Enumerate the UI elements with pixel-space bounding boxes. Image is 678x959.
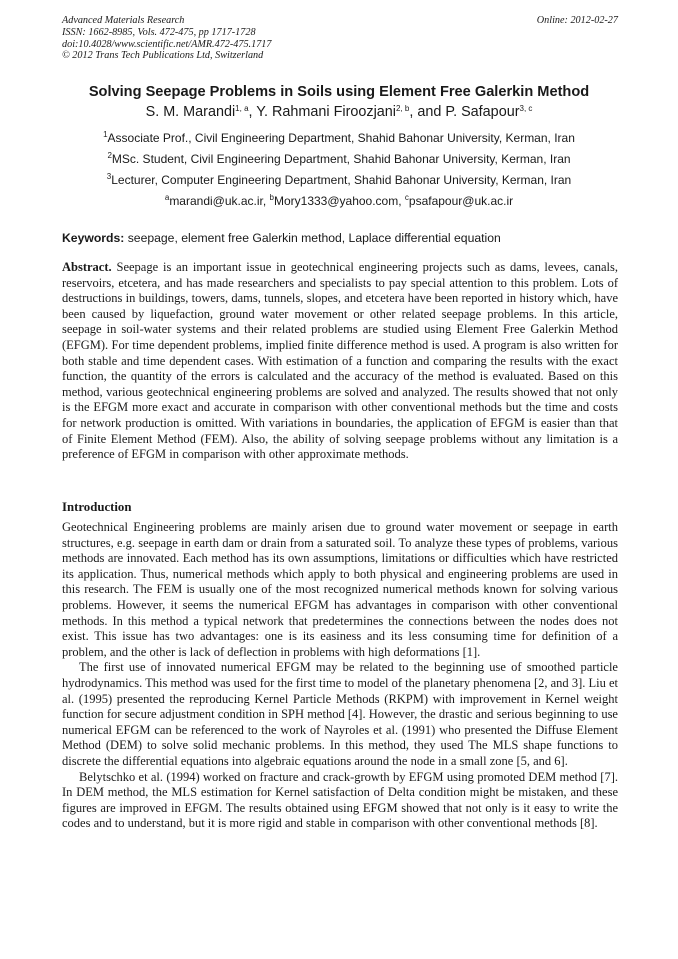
affiliation-text: Lecturer, Computer Engineering Department, Shahid Bahonar University, Kerman, Iran <box>111 173 572 187</box>
abstract-text: Seepage is an important issue in geotechnical engineering projects such as dams, levees, canals, reservoirs, etcetera, and has made researchers and specialists to pay special attention to this problem. Lots of destructions in buildings, towers, dams, tunnels, slopes, and etcetera have been reported in history which, have been caused by liquefaction, ground water movement or other related seepage problems. In this article, seepage in soil-water systems and their related problems are studied using Element Free Galerkin Method (EFGM). For time dependent problems, implied finite difference method is used. A program is also written for both stable and time dependent cases. With estimation of a function and comparing the results with the exact function, the quantity of the errors is calculated and the accuracy of the method is evaluated. Based on this method, various geotechnical engineering problems are solved and analyzed. The results showed that not only is the EFGM more exact and accurate in comparison with other conventional methods but the time and costs for network production is omitted. With variations in boundaries, the application of EFGM is easier than that of Finite Element Method (FEM). Also, the ability of solving seepage problems without any limitation is a preference of EFGM in comparison with other approximate methods. <box>62 260 618 462</box>
author-separator: , and <box>409 104 446 120</box>
author-sup: 2, b <box>395 104 410 113</box>
author-name: Y. Rahmani Firoozjani <box>256 104 396 120</box>
journal-name: Advanced Materials Research <box>62 15 185 26</box>
email-line <box>40 194 638 208</box>
abstract-label: Abstract. <box>62 260 112 274</box>
email-text: Mory1333@yahoo.com, <box>273 194 405 208</box>
issn-line: ISSN: 1662-8985, Vols. 472-475, pp 1717-1728 <box>62 26 256 38</box>
author-list <box>40 104 638 120</box>
affiliation-text: Associate Prof., Civil Engineering Department, Shahid Bahonar University, Kerman, Iran <box>107 131 575 145</box>
affiliation-3 <box>40 173 638 187</box>
online-date: Online: 2012-02-27 <box>536 15 618 26</box>
affiliation-1 <box>40 131 638 145</box>
email-text: marandi@uk.ac.ir, <box>169 194 270 208</box>
email-text: psafapour@uk.ac.ir <box>408 194 514 208</box>
affiliation-text: MSc. Student, Civil Engineering Department, Shahid Bahonar University, Kerman, Iran <box>111 152 571 166</box>
introduction-body <box>62 520 618 832</box>
doi-line: doi:10.4028/www.scientific.net/AMR.472-475.1717 <box>62 38 272 50</box>
author-name: P. Safapour <box>445 104 520 120</box>
email-sup: b <box>269 193 274 202</box>
intro-paragraph-3: Belytschko et al. (1994) worked on fracture and crack-growth by EFGM using promoted DEM method [7]. In DEM method, the MLS estimation for Kernel satisfaction of Delta condition might be mistaken, and these figures are improved in EFGM. The results obtained using EFGM showed that not only is it easy to write the codes and to understand, but it is more rigid and stable in comparison with other conventional methods [8]. <box>62 769 618 831</box>
abstract <box>62 260 618 463</box>
affiliation-sup: 2 <box>107 151 112 160</box>
author-sup: 3, c <box>519 104 533 113</box>
email-sup: c <box>404 193 409 202</box>
keywords-text: seepage, element free Galerkin method, Laplace differential equation <box>124 231 501 245</box>
keywords-line <box>62 231 501 245</box>
affiliation-sup: 3 <box>106 172 112 181</box>
email-sup: a <box>164 193 170 202</box>
keywords-label: Keywords: <box>62 231 125 245</box>
affiliation-2 <box>40 152 638 166</box>
author-separator: , <box>248 104 257 120</box>
introduction-heading: Introduction <box>62 500 132 514</box>
intro-paragraph-2: The first use of innovated numerical EFGM may be related to the beginning use of smoothed particle hydrodynamics. This method was used for the first time to model of the planetary phenomena [2, and 3]. Liu et al. (1995) presented the reproducing Kernel Particle Methods (RKPM) with improvement in Kernel weight function for secure adjustment condition in SPH method [4]. However, the drastic and serious beginning to use numerical EFGM can be referenced to the work of Nayroles et al. (1991) who presented the Diffuse Element Method (DEM) to solve solid mechanic problems. In this method, they used The MLS shape functions to discrete the differential equations into algebraic equations around the node in a small zone [5, and 6]. <box>62 660 618 768</box>
copyright-line: © 2012 Trans Tech Publications Ltd, Switzerland <box>62 50 264 62</box>
journal-header <box>62 15 618 62</box>
author-name: S. M. Marandi <box>145 104 236 120</box>
intro-paragraph-1: Geotechnical Engineering problems are mainly arisen due to ground water movement or seepage in earth structures, e.g. seepage in earth dam or drain from a saturated soil. To analyze these types of problems, various methods are innovated. Each method has its own assumptions, limitations or difficulties which have restricted its application. Thus, numerical methods which apply to both physical and engineering problems are used in this research. The FEM is usually one of the most recognized numerical methods known for solving various problems. However, it seems the numerical EFGM has advantages in comparison with other conventional methods. In this method a typical network that predetermines the connections between the nodes does not exist. This issue has two advantages: one is its easiness and its less consuming time for definition of a problem, and the other is lack of deflection in problems with high deformations [1]. <box>62 520 618 659</box>
author-sup: 1, a <box>235 104 249 113</box>
paper-title: Solving Seepage Problems in Soils using Element Free Galerkin Method <box>88 84 590 100</box>
affiliation-sup: 1 <box>103 130 108 139</box>
